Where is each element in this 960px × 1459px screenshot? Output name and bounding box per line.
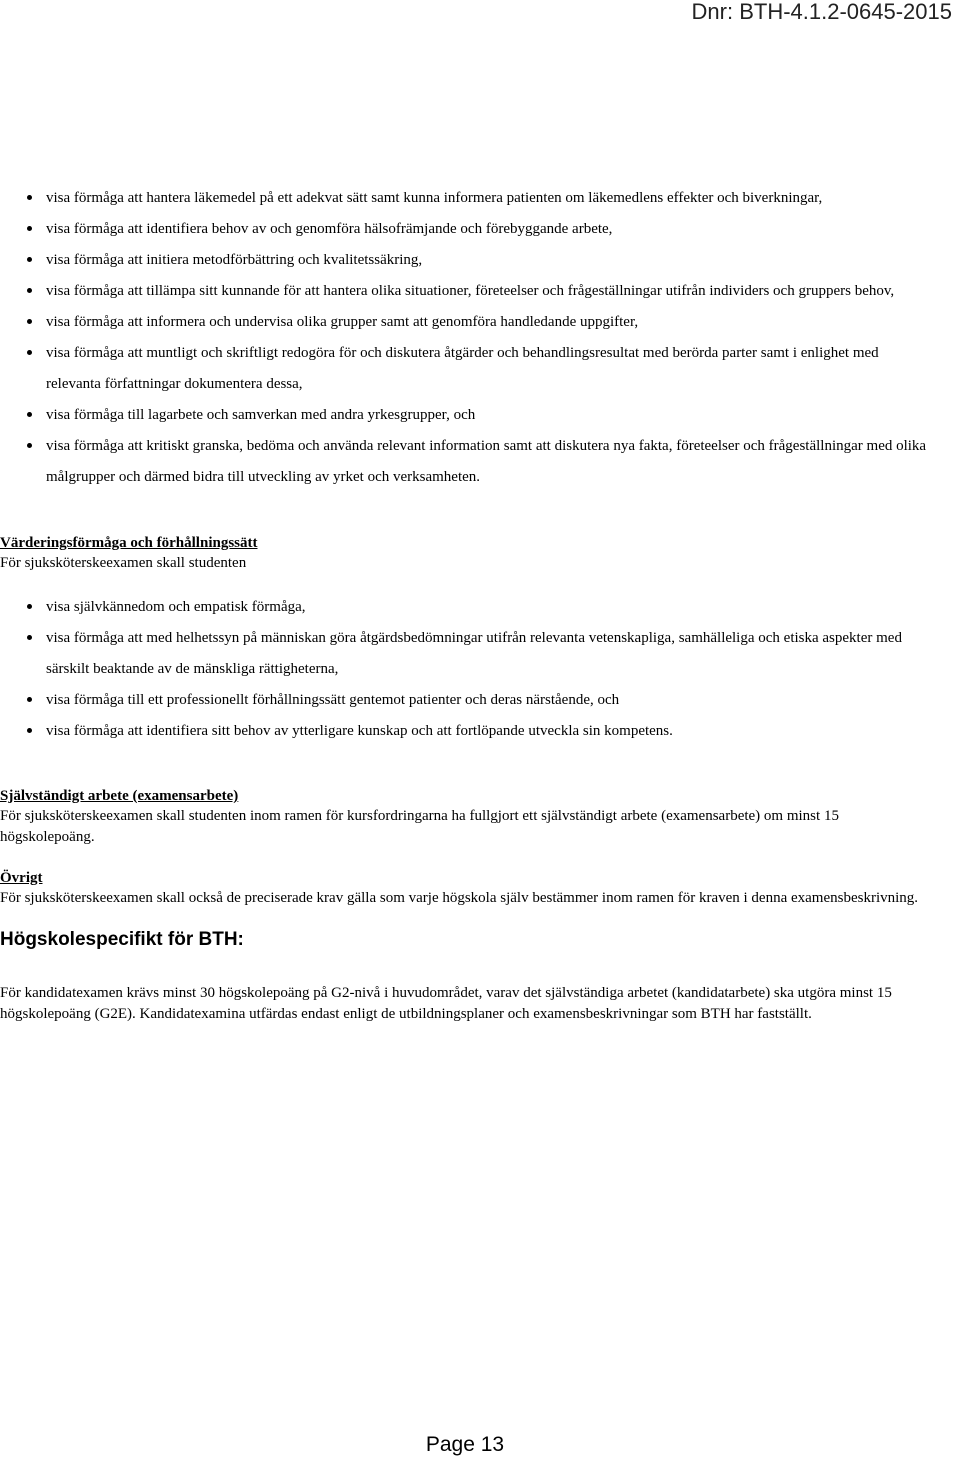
list-item-text: visa förmåga att kritiskt granska, bedöma och använda relevant information samt att diskutera nya fakta, företeelser och frågeställningar med olika målgrupper och därmed bidra till utveckling av yrket och verksamheten.: [46, 438, 927, 485]
bullet-icon: [27, 604, 32, 609]
section-text-other: För sjuksköterskeexamen skall också de preciserade krav gälla som varje högskola själv bestämmer inom ramen för kraven i denna examensbeskrivning.: [0, 890, 919, 906]
independent-work-section: [0, 786, 930, 848]
list-item: [46, 685, 930, 716]
list-item-text: visa förmåga till ett professionellt förhållningssätt gentemot patienter och deras närstående, och: [46, 692, 620, 708]
bullet-icon: [27, 288, 32, 293]
section-heading-values: Värderingsförmåga och förhållningssätt: [0, 535, 258, 551]
list-item: [46, 214, 930, 245]
section-heading-independent-work: Självständigt arbete (examensarbete): [0, 788, 239, 804]
list-item-text: visa förmåga att identifiera behov av och genomföra hälsofrämjande och förebyggande arbete,: [46, 221, 613, 237]
page-number: Page 13: [425, 1433, 505, 1456]
section-text-independent-work: För sjuksköterskeexamen skall studenten inom ramen för kursfordringarna ha fullgjort ett självständigt arbete (examensarbete) om minst 15 högskolepoäng.: [0, 808, 839, 845]
list-item-text: visa förmåga till lagarbete och samverkan med andra yrkesgrupper, och: [46, 407, 476, 423]
list-item: [46, 245, 930, 276]
list-item: [46, 307, 930, 338]
list-item-text: visa förmåga att initiera metodförbättring och kvalitetssäkring,: [46, 252, 423, 268]
list-item: [46, 276, 930, 307]
bullet-icon: [27, 443, 32, 448]
bullet-icon: [27, 697, 32, 702]
list-item-text: visa förmåga att muntligt och skriftligt redogöra för och diskutera åtgärder och behandlingsresultat med berörda parter samt i enlighet med relevanta författningar dokumentera dessa,: [46, 345, 879, 392]
document-number: Dnr: BTH-4.1.2-0645-2015: [691, 0, 952, 24]
page-content: [0, 183, 930, 1025]
list-item-text: visa förmåga att hantera läkemedel på ett adekvat sätt samt kunna informera patienten om läkemedlens effekter och biverkningar,: [46, 190, 823, 206]
section-heading-bth-specific: Högskolespecifikt för BTH:: [0, 929, 244, 950]
list-item-text: visa förmåga att tillämpa sitt kunnande för att hantera olika situationer, företeelser och frågeställningar utifrån individers och gruppers behov,: [46, 283, 895, 299]
values-section: [0, 533, 930, 747]
list-item: [46, 716, 930, 747]
list-item: [46, 183, 930, 214]
bullet-icon: [27, 412, 32, 417]
bth-specific-section: [0, 983, 930, 1025]
section-intro-values: För sjuksköterskeexamen skall studenten: [0, 555, 247, 571]
section-text-bth-specific: För kandidatexamen krävs minst 30 högskolepoäng på G2-nivå i huvudområdet, varav det självständiga arbetet (kandidatarbete) ska utgöra minst 15 högskolepoäng (G2E). Kandidatexamina utfärdas endast enligt de utbildningsplaner och examensbeskrivningar som BTH har fastställt.: [0, 985, 892, 1022]
bullet-icon: [27, 728, 32, 733]
list-item-text: visa förmåga att identifiera sitt behov av ytterligare kunskap och att fortlöpande utveckla sin kompetens.: [46, 723, 673, 739]
list-item: [46, 623, 930, 685]
other-section: [0, 868, 930, 909]
list-item: [46, 431, 930, 493]
list-item-text: visa förmåga att informera och undervisa olika grupper samt att genomföra handledande uppgifter,: [46, 314, 639, 330]
list-item: [46, 338, 930, 400]
bullet-icon: [27, 319, 32, 324]
bullet-icon: [27, 350, 32, 355]
bullet-icon: [27, 257, 32, 262]
section-heading-other: Övrigt: [0, 870, 43, 886]
list-item-text: visa självkännedom och empatisk förmåga,: [46, 599, 306, 615]
bullet-icon: [27, 226, 32, 231]
bullet-icon: [27, 195, 32, 200]
list-item: [46, 400, 930, 431]
values-list: [0, 592, 930, 747]
list-item-text: visa förmåga att med helhetssyn på människan göra åtgärdsbedömningar utifrån relevanta vetenskapliga, samhälleliga och etiska aspekter med särskilt beaktande av de mänskliga rättigheterna,: [46, 630, 902, 677]
bullet-icon: [27, 635, 32, 640]
list-item: [46, 592, 930, 623]
skills-list: [0, 183, 930, 493]
